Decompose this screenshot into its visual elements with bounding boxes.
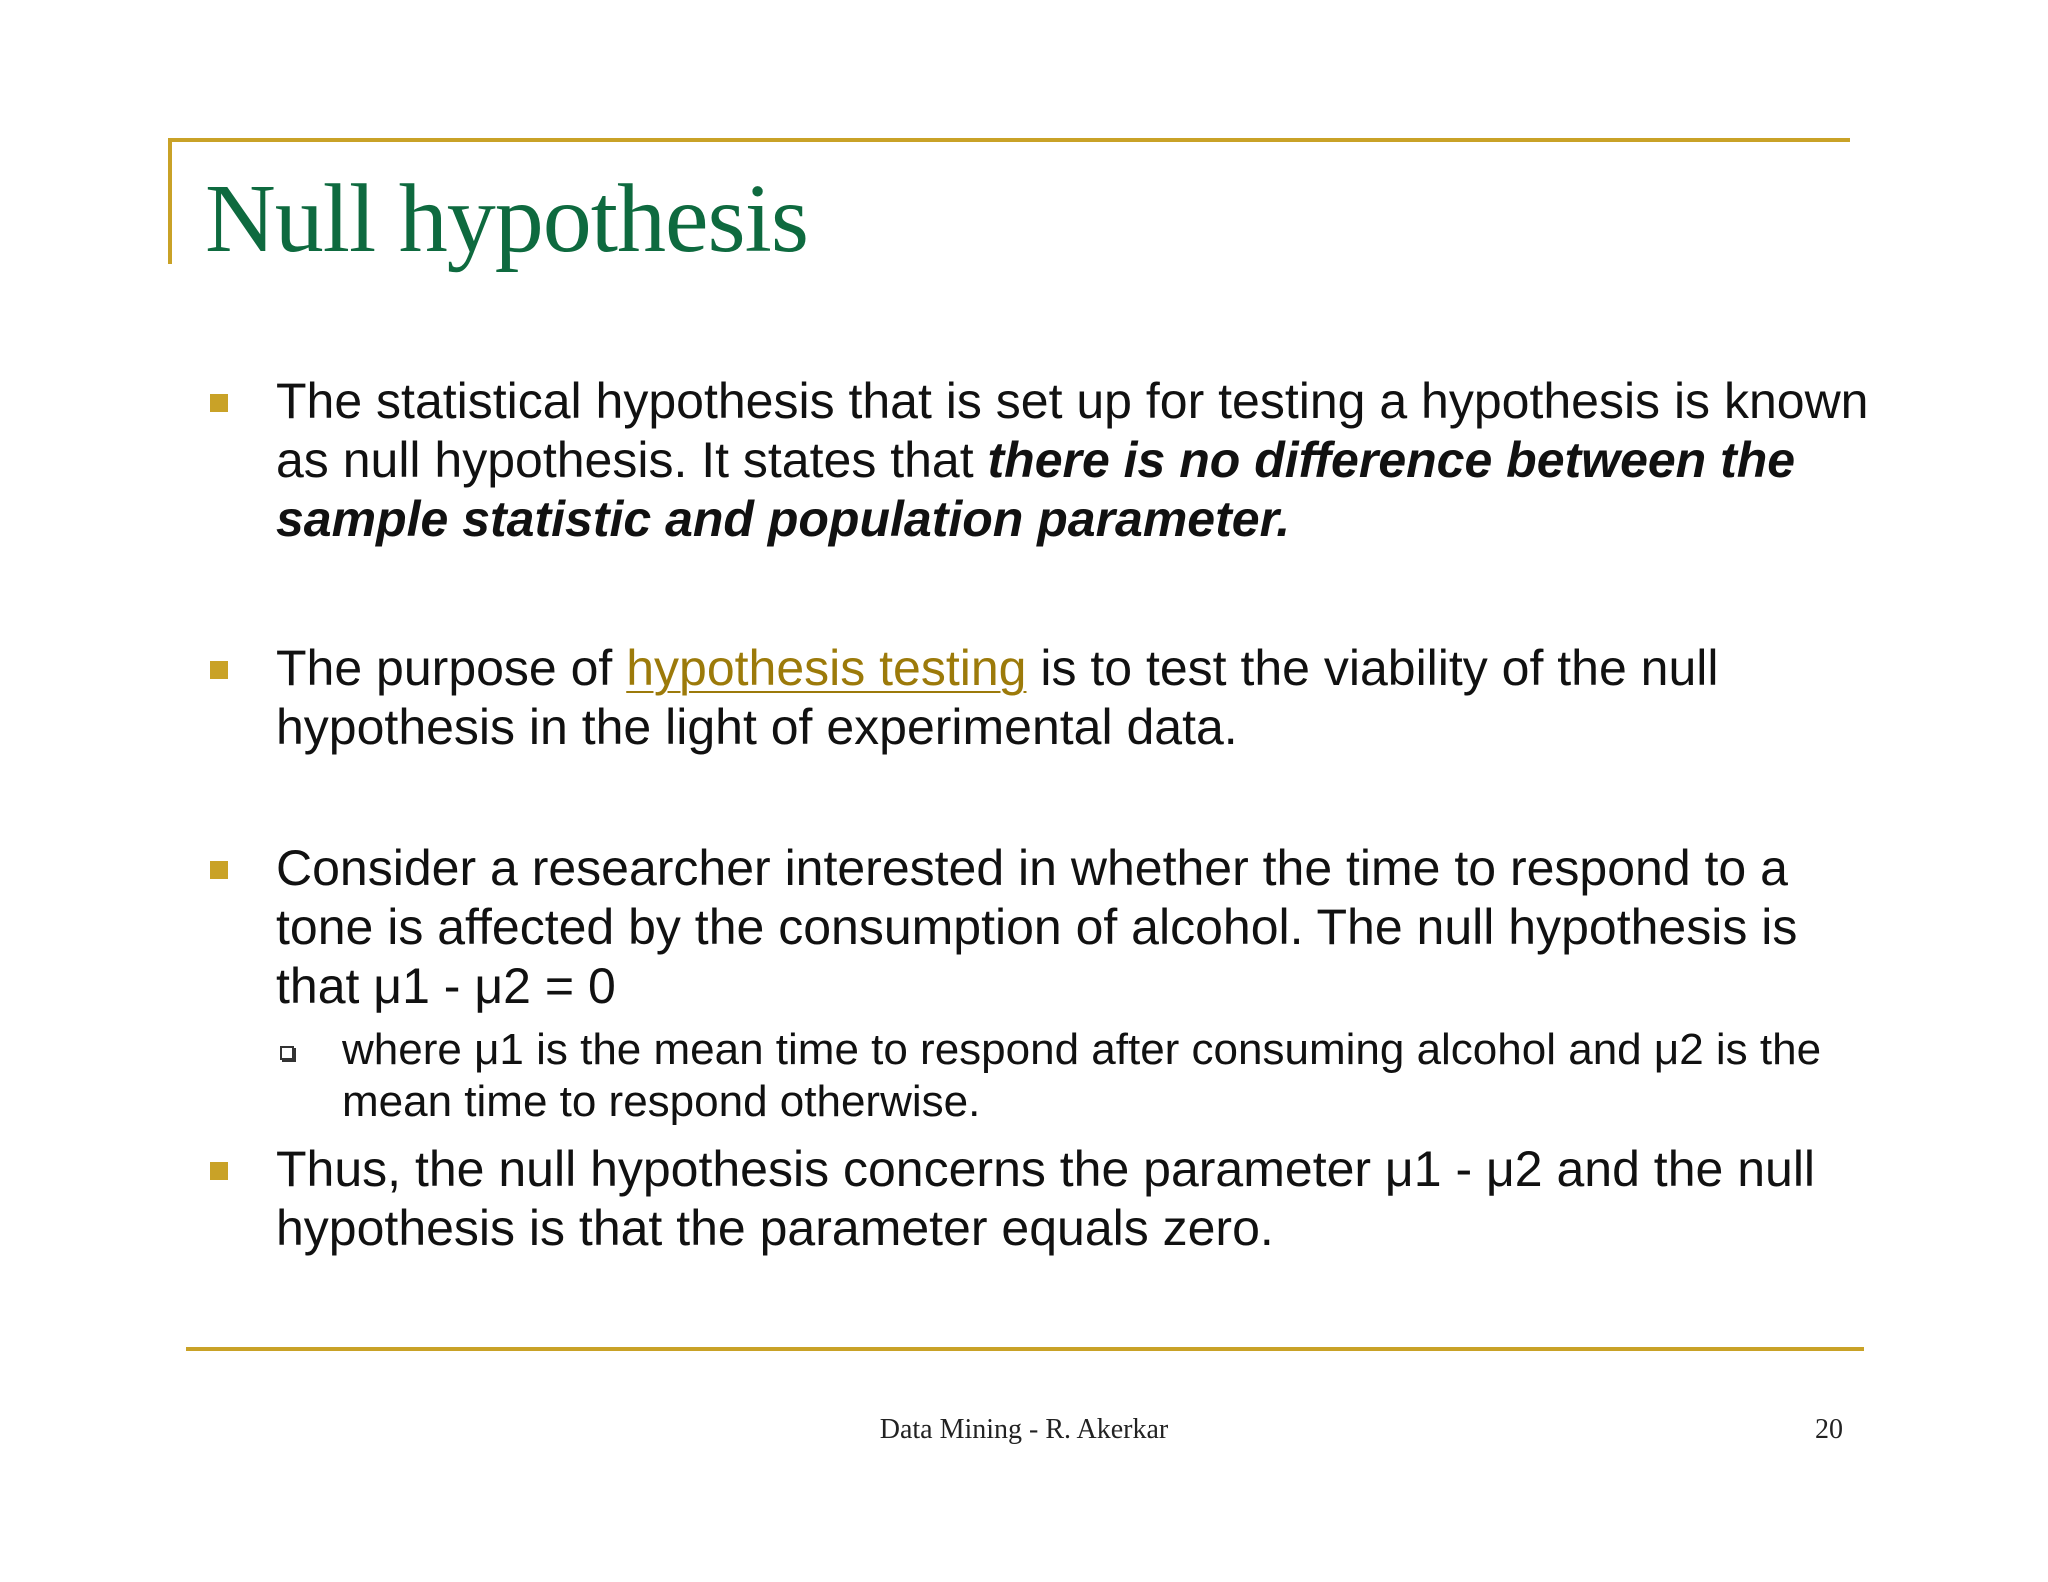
bullet-emphasis-text: there is no difference between the sample statistic and population parameter. xyxy=(276,432,1796,547)
sub-bullet-item xyxy=(276,1024,1880,1128)
bullet-item xyxy=(200,372,1880,549)
bullet-text: The statistical hypothesis that is set up for testing a hypothesis is known as null hypothesis. It states that xyxy=(276,373,1869,488)
hollow-square-bullet-icon xyxy=(280,1046,294,1060)
square-bullet-icon xyxy=(210,394,228,412)
hypothesis-testing-link[interactable]: hypothesis testing xyxy=(626,640,1027,696)
bottom-decorative-rule xyxy=(186,1347,1864,1351)
square-bullet-icon xyxy=(210,861,228,879)
square-bullet-icon xyxy=(210,661,228,679)
bullet-item xyxy=(200,839,1880,1016)
bullet-text: Consider a researcher interested in whether the time to respond to a tone is affected by the consumption of alcohol. The null hypothesis is that μ1 - μ2 = 0 xyxy=(276,840,1798,1014)
page-number: 20 xyxy=(1815,1414,1843,1445)
slide-content xyxy=(200,372,1880,1258)
sub-bullet-text: where μ1 is the mean time to respond after consuming alcohol and μ2 is the mean time to respond otherwise. xyxy=(342,1025,1822,1126)
bullet-text: The purpose of xyxy=(276,640,627,696)
bullet-item xyxy=(200,639,1880,757)
bullet-text-continued: is to test the viability of the null hypothesis in the light of experimental data. xyxy=(276,640,1719,755)
bullet-item xyxy=(200,1140,1880,1258)
slide-title: Null hypothesis xyxy=(205,165,808,273)
bullet-text: Thus, the null hypothesis concerns the parameter μ1 - μ2 and the null hypothesis is that the parameter equals zero. xyxy=(276,1141,1816,1256)
top-decorative-rule xyxy=(168,138,1850,142)
slide-footer: Data Mining - R. Akerkar xyxy=(879,1414,1169,1445)
square-bullet-icon xyxy=(210,1162,228,1180)
left-decorative-rule xyxy=(168,138,172,264)
